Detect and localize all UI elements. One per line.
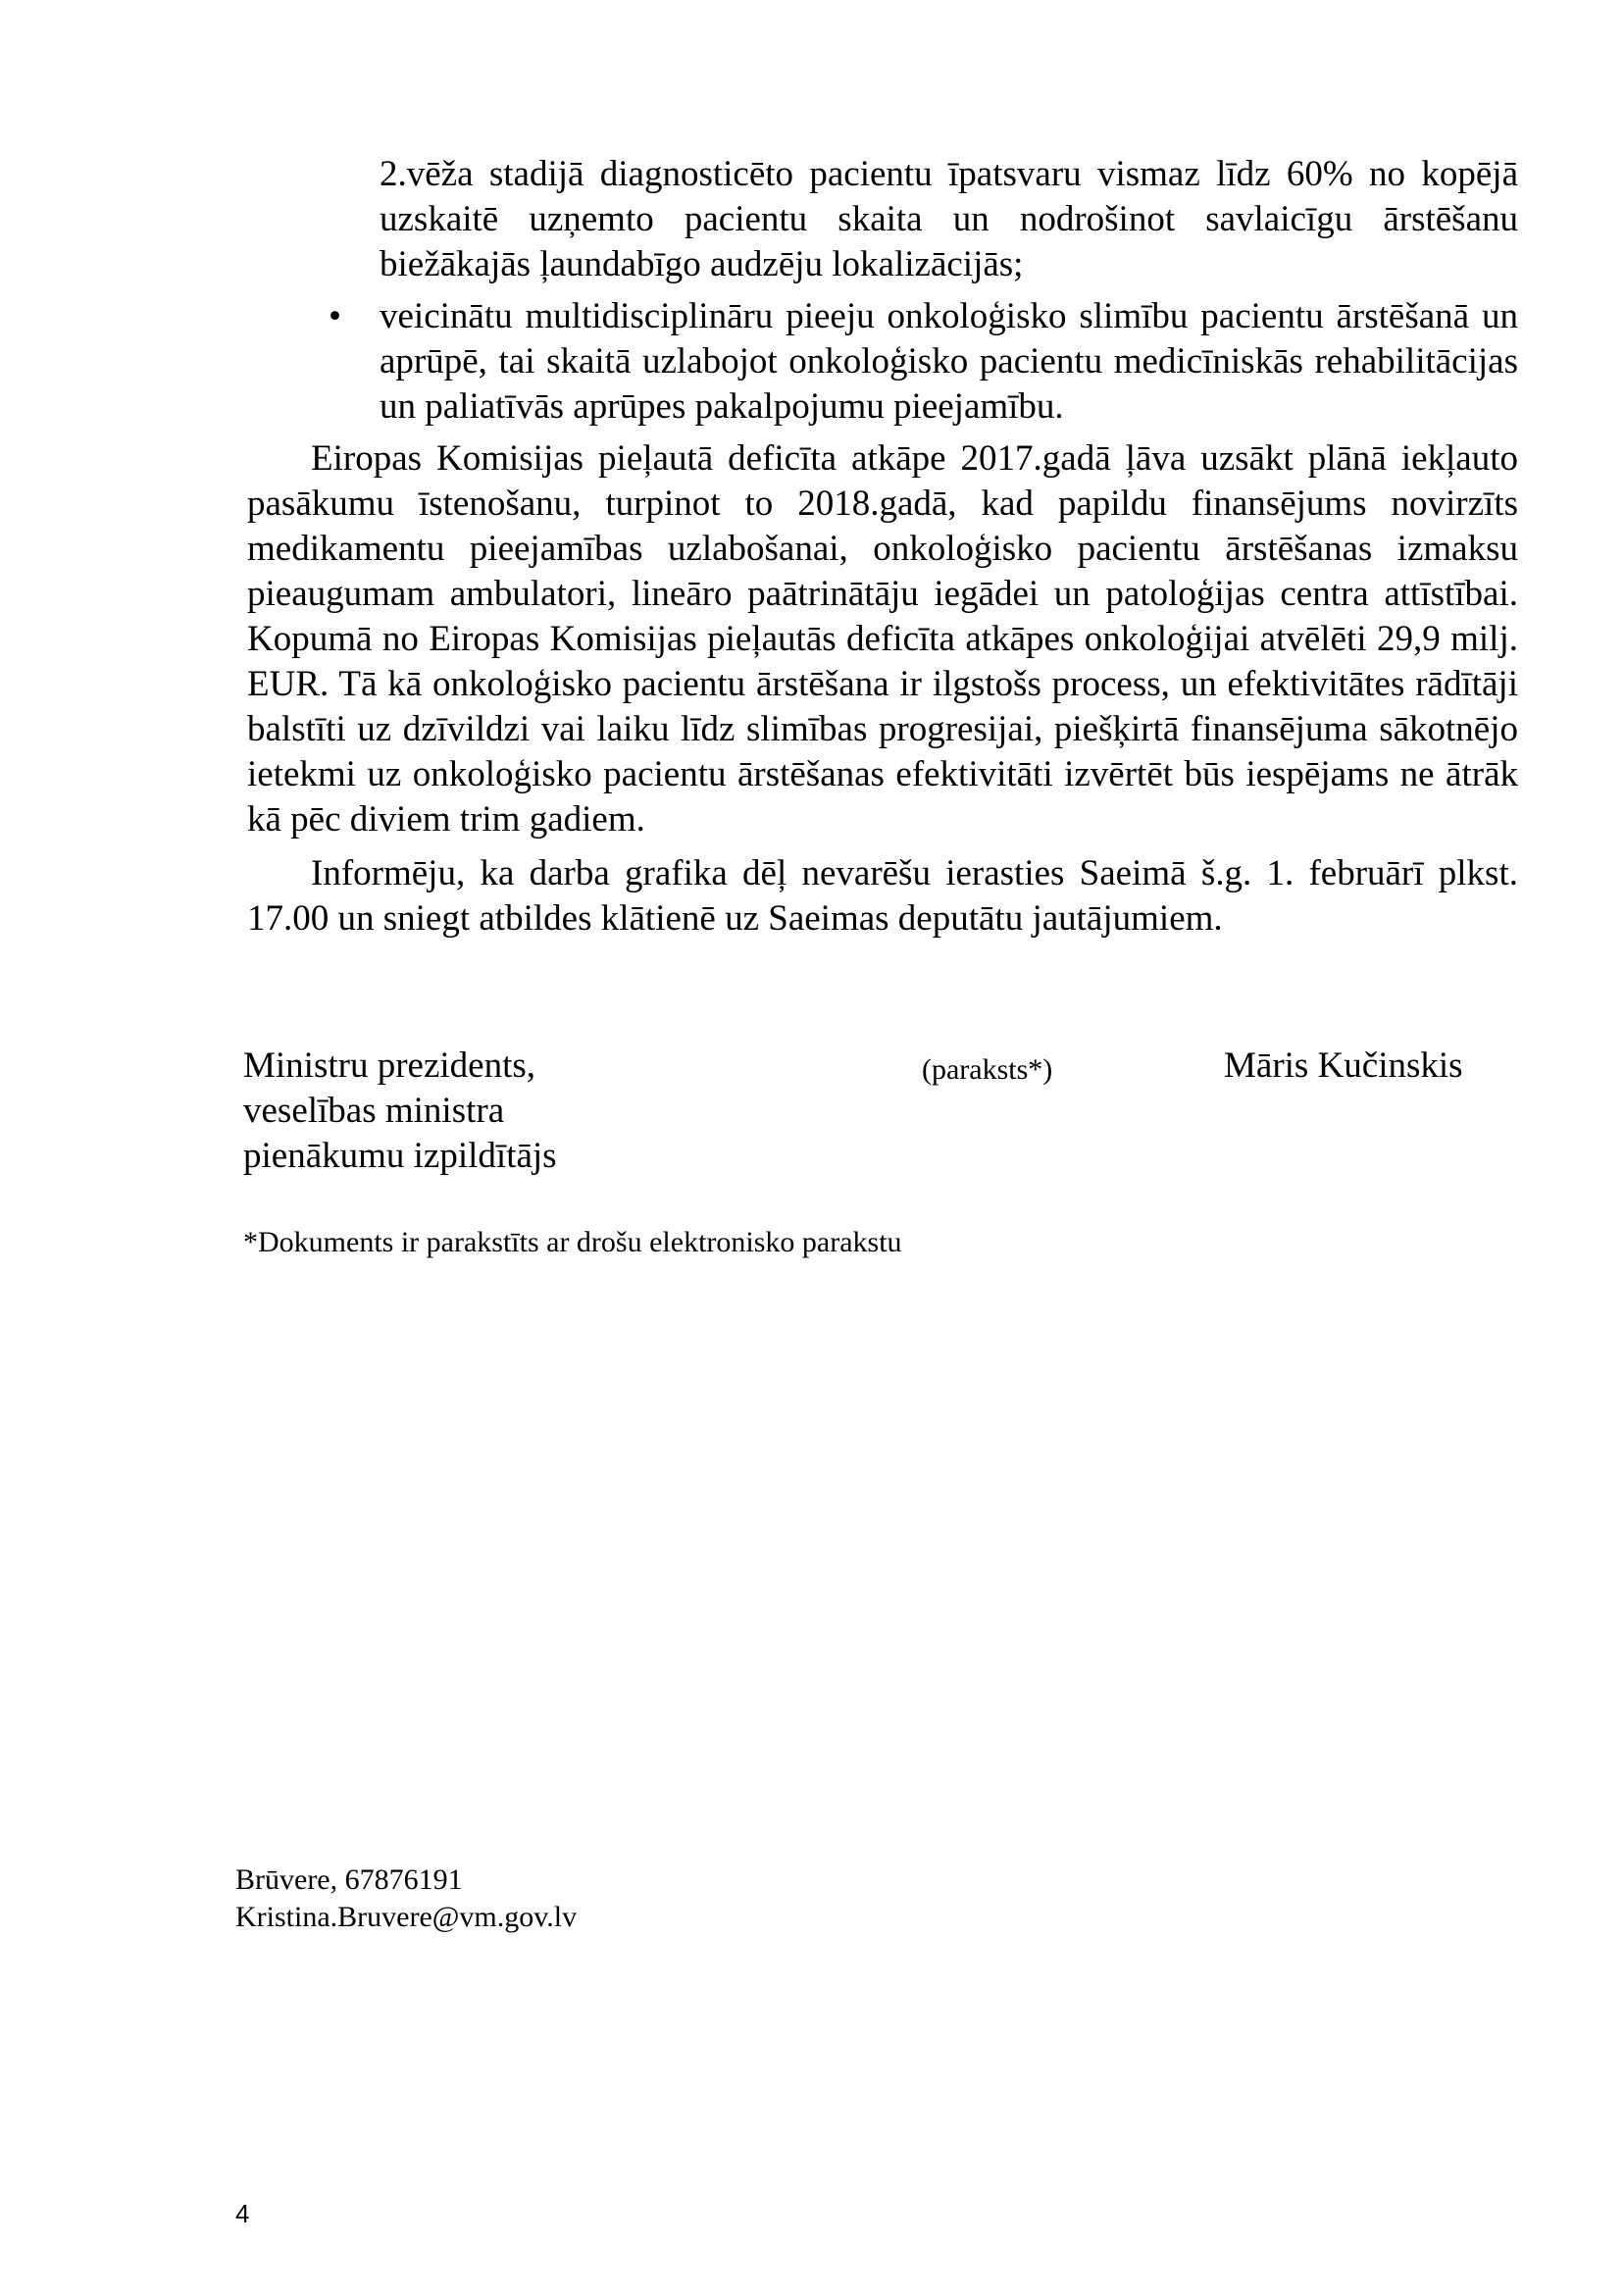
electronic-signature-footnote: *Dokuments ir parakstīts ar drošu elektronisko parakstu bbox=[243, 1226, 902, 1258]
signatory-position-line: Ministru prezidents, bbox=[243, 1045, 536, 1086]
bullet-icon: • bbox=[329, 296, 341, 336]
paragraph-text: Eiropas Komisijas pieļautā deficīta atkāpe 2017.gadā ļāva uzsākt plānā iekļauto pasākumu īstenošanu, turpinot to 2018.gadā, kad papildu finansējums novirzīts medikamentu pieejamības uzlabošanai, onkoloģisko pacientu ārstēšanas izmaksu pieaugumam ambulatori, lineāro paātrinātāju iegādei un patoloģijas centra attīstībai. Kopumā no Eiropas Komisijas pieļautās deficīta atkāpes onkoloģijai atvēlēti 29,9 milj. EUR. Tā kā onkoloģisko pacientu ārstēšana ir ilgstošs process, un efektivitātes rādītāji balstīti uz dzīvildzi vai laiku līdz slimības progresijai, piešķirtā finansējuma sākotnējo ietekmi uz onkoloģisko pacientu ārstēšanas efektivitāti izvērtēt būs iespējams ne ātrāk kā pēc diviem trim gadiem. bbox=[247, 438, 1518, 840]
list-continuation-text: 2.vēža stadijā diagnosticēto pacientu īpatsvaru vismaz līdz 60% no kopējā uzskaitē uzņemto pacientu skaita un nodrošinot savlaicīgu ārstēšanu biežākajās ļaundabīgo audzēju lokalizācijās; bbox=[380, 154, 1518, 284]
contact-email: Kristina.Bruvere@vm.gov.lv bbox=[235, 1901, 578, 1933]
contact-name-phone: Brūvere, 67876191 bbox=[235, 1863, 463, 1896]
bullet-list-item bbox=[329, 294, 1518, 430]
paragraph-text: Informēju, ka darba grafika dēļ nevarēšu ierasties Saeimā š.g. 1. februārī plkst. 17.00 un sniegt atbildes klātienē uz Saeimas deputātu jautājumiem. bbox=[247, 853, 1518, 939]
signatory-position bbox=[243, 1044, 832, 1179]
body-paragraph-absence-notice bbox=[247, 851, 1518, 942]
bullet-item-text: veicinātu multidisciplināru pieeju onkoloģisko slimību pacientu ārstēšanā un aprūpē, tai skaitā uzlabojot onkoloģisko pacientu medicīniskās rehabilitācijas un paliatīvās aprūpes pakalpojumu pieejamību. bbox=[380, 296, 1518, 427]
page-number: 4 bbox=[235, 2199, 250, 2228]
signatory-name: Māris Kučinskis bbox=[1224, 1045, 1463, 1086]
signature-placeholder: (paraksts*) bbox=[922, 1053, 1053, 1086]
signatory-position-line: pienākumu izpildītājs bbox=[243, 1136, 557, 1176]
signatory-position-line: veselības ministra bbox=[243, 1091, 505, 1131]
contact-info bbox=[235, 1861, 577, 1936]
body-paragraph-funding bbox=[247, 436, 1518, 842]
